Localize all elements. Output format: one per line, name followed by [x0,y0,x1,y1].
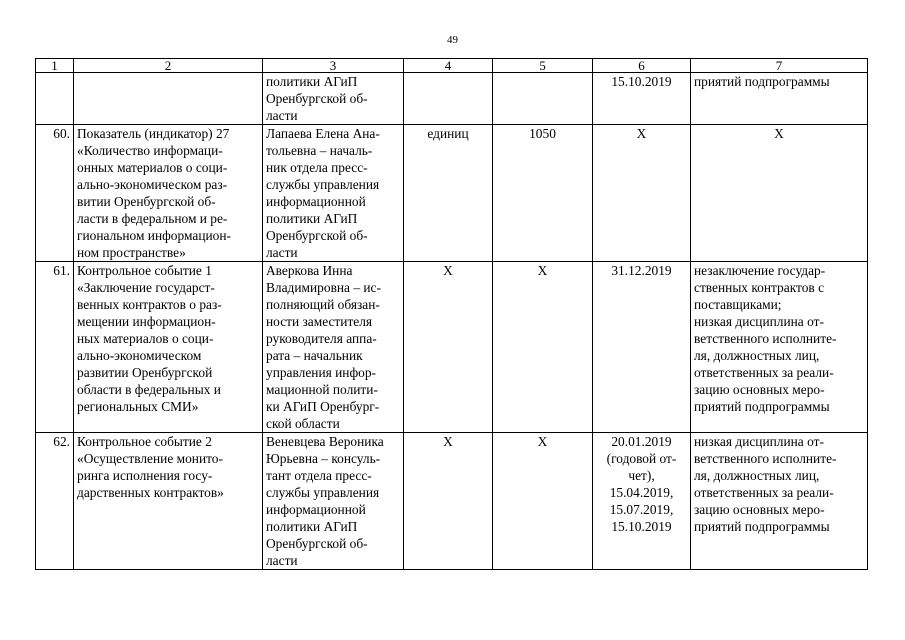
deadline-cell-line: 15.04.2019, [609,485,674,500]
responsible-cell-line: тольевна – началь- [266,143,373,158]
header-cell-1: 1 [36,59,74,73]
responsible-cell-line: полняющий обязан- [266,297,380,312]
event-name-cell-line: «Осуществление монито- [77,451,223,466]
responsible-cell-line: ласти [266,553,298,568]
risks-cell [691,262,868,433]
deadline-cell [593,433,691,570]
risks-cell-line: ветственного исполните- [694,331,837,346]
deadline-cell [593,262,691,433]
event-name-cell-line: региональных СМИ» [77,399,199,414]
responsible-cell [263,262,404,433]
row-number: 62. [36,433,74,570]
responsible-cell-line: Владимировна – ис- [266,280,381,295]
event-name-cell-line: дарственных контрактов» [77,485,224,500]
responsible-cell-line: политики АГиП [266,519,358,534]
event-name-cell-line: Контрольное событие 2 [77,434,212,449]
deadline-cell-line: чет), [628,468,655,483]
header-cell-2: 2 [74,59,263,73]
table-row [36,262,868,433]
event-name-cell-line: гиональном информацион- [77,228,231,243]
responsible-cell [263,125,404,262]
responsible-cell [263,73,404,125]
responsible-cell-line: политики АГиП [266,74,358,89]
responsible-cell-line: Оренбургской об- [266,91,368,106]
responsible-cell-line: информационной [266,502,366,517]
risks-cell-line: ответственных за реали- [694,365,834,380]
deadline-cell-line: (годовой от- [606,451,677,466]
risks-cell-line: незаключение государ- [694,263,826,278]
header-cell-6: 6 [593,59,691,73]
event-name-cell [74,433,263,570]
deadline-cell [593,125,691,262]
responsible-cell-line: тант отдела пресс- [266,468,372,483]
deadline-cell-line: 15.07.2019, [609,502,674,517]
risks-cell-line: зацию основных меро- [694,382,825,397]
event-name-cell [74,73,263,125]
row-number: 61. [36,262,74,433]
responsible-cell-line: Оренбургской об- [266,228,368,243]
risks-cell-line: ля, должностных лиц, [694,348,820,363]
risks-cell-line: ответственных за реали- [694,485,834,500]
risks-cell-line: ственных контрактов с [694,280,825,295]
event-name-cell-line: ном пространстве» [77,245,186,260]
row-number: 60. [36,125,74,262]
responsible-cell-line: политики АГиП [266,211,358,226]
unit-cell [404,73,493,125]
event-name-cell-line: ласти в федеральном и ре- [77,211,228,226]
deadline-cell-line: Х [636,126,647,141]
unit-cell: Х [404,433,493,570]
event-name-cell-line: венных контрактов о раз- [77,297,222,312]
event-name-cell-line: «Заключение государст- [77,280,215,295]
deadline-cell-line: 15.10.2019 [611,519,672,534]
value-cell [493,73,593,125]
event-name-cell [74,262,263,433]
value-cell: 1050 [493,125,593,262]
header-cell-4: 4 [404,59,493,73]
deadline-cell [593,73,691,125]
event-name-cell-line: ально-экономическом раз- [77,177,228,192]
event-name-cell-line: ринга исполнения госу- [77,468,213,483]
responsible-cell-line: ласти [266,245,298,260]
risks-cell [691,73,868,125]
responsible-cell-line: Веневцева Вероника [266,434,384,449]
deadline-cell-line: 15.10.2019 [611,74,672,89]
risks-cell-line: поставщиками; [694,297,782,312]
page-number: 49 [447,34,458,46]
header-cell-5: 5 [493,59,593,73]
responsible-cell-line: управления инфор- [266,365,376,380]
event-name-cell-line: Контрольное событие 1 [77,263,212,278]
responsible-cell-line: ки АГиП Оренбург- [266,399,380,414]
responsible-cell-line: Лапаева Елена Ана- [266,126,380,141]
value-cell: Х [493,433,593,570]
event-name-cell-line: развитии Оренбургской [77,365,213,380]
responsible-cell-line: ласти [266,108,298,123]
responsible-cell-line: ности заместителя [266,314,373,329]
responsible-cell-line: мационной полити- [266,382,378,397]
responsible-cell-line: Юрьевна – консуль- [266,451,381,466]
event-name-cell [74,125,263,262]
responsible-cell-line: службы управления [266,177,380,192]
header-cell-7: 7 [691,59,868,73]
event-name-cell-line: мещении информацион- [77,314,216,329]
responsible-cell-line: руководителя аппа- [266,331,377,346]
event-name-cell-line: области в федеральных и [77,382,221,397]
event-name-cell-line: онных материалов о соци- [77,160,228,175]
unit-cell: единиц [404,125,493,262]
risks-cell-line: приятий подпрограммы [694,519,830,534]
event-name-cell-line: «Количество информаци- [77,143,223,158]
responsible-cell-line: рата – начальник [266,348,363,363]
event-name-cell-line: ных материалов о соци- [77,331,214,346]
risks-cell-line: приятий подпрограммы [694,399,830,414]
table-row [36,433,868,570]
table-row [36,73,868,125]
risks-cell [691,433,868,570]
row-number [36,73,74,125]
plan-table [35,58,868,570]
event-name-cell-line: витии Оренбургской об- [77,194,216,209]
value-cell: Х [493,262,593,433]
risks-cell-line: Х [774,126,784,141]
deadline-cell-line: 31.12.2019 [611,263,672,278]
risks-cell-line: низкая дисциплина от- [694,434,824,449]
risks-cell-line: ветственного исполните- [694,451,837,466]
responsible-cell-line: ник отдела пресс- [266,160,368,175]
responsible-cell-line: Оренбургской об- [266,536,368,551]
responsible-cell-line: службы управления [266,485,380,500]
header-row [36,59,868,73]
header-cell-3: 3 [263,59,404,73]
risks-cell [691,125,868,262]
responsible-cell-line: ской области [266,416,340,431]
risks-cell-line: зацию основных меро- [694,502,825,517]
event-name-cell-line: Показатель (индикатор) 27 [77,126,230,141]
risks-cell-line: низкая дисциплина от- [694,314,824,329]
responsible-cell-line: информационной [266,194,366,209]
responsible-cell [263,433,404,570]
unit-cell: Х [404,262,493,433]
table-row [36,125,868,262]
event-name-cell-line: ально-экономическом [77,348,202,363]
risks-cell-line: приятий подпрограммы [694,74,830,89]
deadline-cell-line: 20.01.2019 [611,434,672,449]
responsible-cell-line: Аверкова Инна [266,263,353,278]
risks-cell-line: ля, должностных лиц, [694,468,820,483]
